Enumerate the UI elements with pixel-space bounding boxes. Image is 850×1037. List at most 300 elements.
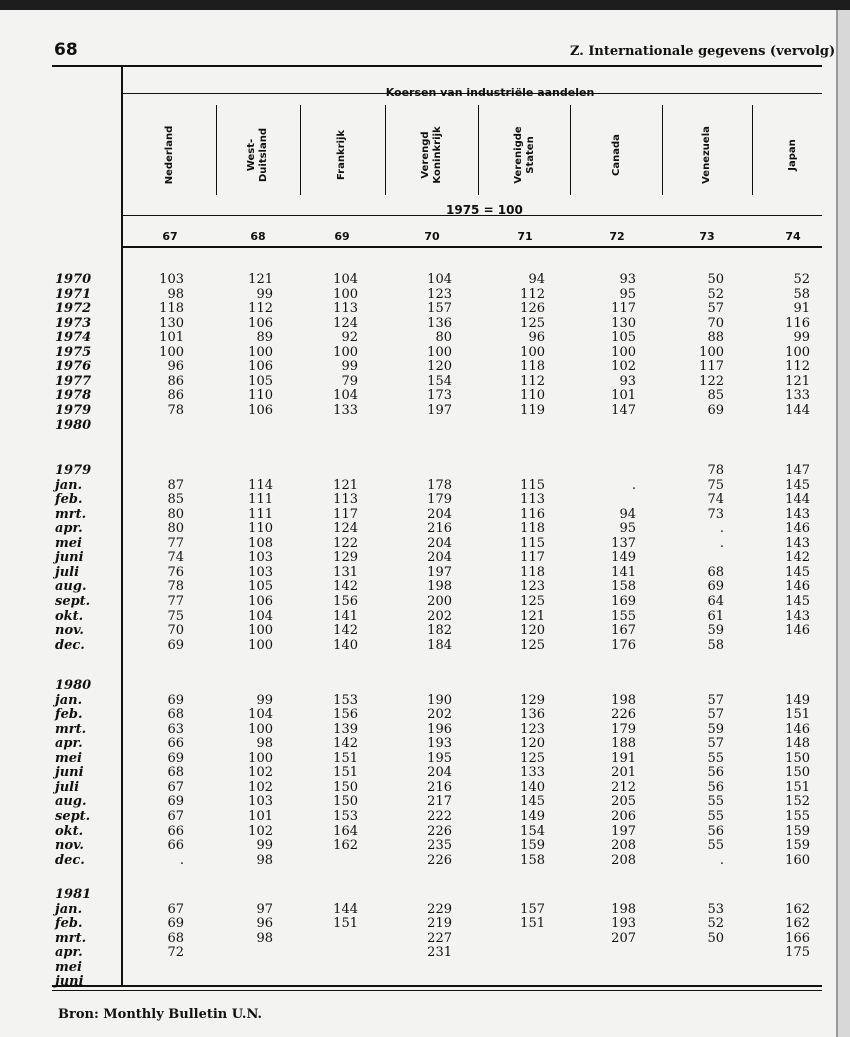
table-cell: 80 — [435, 330, 452, 346]
page-number: 68 — [54, 40, 78, 60]
table-cell: 144 — [785, 402, 810, 418]
table-cell: 204 — [427, 535, 452, 551]
column-number: 69 — [334, 230, 350, 243]
table-cell: 70 — [707, 315, 724, 331]
table-cell: 52 — [707, 916, 724, 932]
table-cell: 77 — [167, 593, 184, 609]
table-cell: 55 — [707, 808, 724, 824]
column-number: 73 — [699, 230, 715, 243]
source-note: Bron: Monthly Bulletin U.N. — [58, 1007, 263, 1022]
table-cell: 157 — [427, 301, 452, 317]
table-cell: 120 — [520, 623, 545, 639]
table-cell: 130 — [611, 315, 636, 331]
table-cell: 94 — [619, 506, 636, 522]
document-page — [0, 10, 838, 1037]
table-cell: 191 — [611, 750, 636, 766]
row-label: apr. — [55, 945, 83, 961]
table-cell: 140 — [333, 637, 358, 653]
column-divider — [570, 105, 571, 195]
row-label: jan. — [55, 692, 83, 708]
table-cell: 208 — [611, 838, 636, 854]
table-cell: 131 — [333, 564, 358, 580]
table-cell: 179 — [427, 492, 452, 508]
table-cell: 113 — [333, 301, 358, 317]
table-cell: 123 — [520, 721, 545, 737]
table-cell: 100 — [427, 344, 452, 360]
table-cell: 146 — [785, 521, 810, 537]
row-label: 1977 — [55, 373, 92, 389]
table-cell: 149 — [520, 808, 545, 824]
table-cell: 227 — [427, 930, 452, 946]
table-cell: 113 — [333, 492, 358, 508]
table-cell: 55 — [707, 838, 724, 854]
table-cell: 95 — [619, 286, 636, 302]
table-cell: 100 — [785, 344, 810, 360]
row-label: dec. — [55, 637, 85, 653]
table-cell: 137 — [611, 535, 636, 551]
table-cell: 204 — [427, 765, 452, 781]
table-cell: 120 — [520, 736, 545, 752]
table-cell: 74 — [167, 550, 184, 566]
table-cell: 142 — [333, 623, 358, 639]
table-cell: 69 — [707, 579, 724, 595]
table-cell: 176 — [611, 637, 636, 653]
table-cell: 205 — [611, 794, 636, 810]
table-cell: 157 — [520, 901, 545, 917]
table-cell: 93 — [619, 373, 636, 389]
table-cell: 66 — [167, 823, 184, 839]
table-cell: 100 — [611, 344, 636, 360]
table-cell: 80 — [167, 506, 184, 522]
row-label: 1972 — [55, 301, 92, 317]
row-label: aug. — [55, 579, 87, 595]
row-label: dec. — [55, 852, 85, 868]
table-cell: 118 — [520, 359, 545, 375]
table-cell: 207 — [611, 930, 636, 946]
table-cell: 85 — [707, 388, 724, 404]
table-cell: 68 — [167, 765, 184, 781]
table-cell: 58 — [793, 286, 810, 302]
row-label: okt. — [55, 823, 84, 839]
table-cell: 112 — [248, 301, 273, 317]
table-cell: 164 — [333, 823, 358, 839]
table-cell: 145 — [785, 477, 810, 493]
table-cell: 112 — [785, 359, 810, 375]
table-cell: 117 — [611, 301, 636, 317]
row-label: apr. — [55, 736, 83, 752]
column-number: 72 — [609, 230, 625, 243]
table-cell: 195 — [427, 750, 452, 766]
table-cell: 197 — [427, 564, 452, 580]
table-cell: 146 — [785, 721, 810, 737]
table-cell: 53 — [707, 901, 724, 917]
table-cell: 59 — [707, 623, 724, 639]
table-cell: 101 — [248, 808, 273, 824]
table-cell: 100 — [248, 750, 273, 766]
table-cell: 197 — [427, 402, 452, 418]
row-label: aug. — [55, 794, 87, 810]
table-cell: 104 — [333, 272, 358, 287]
row-label: mei — [55, 750, 82, 766]
table-cell: 188 — [611, 736, 636, 752]
table-cell: 102 — [248, 823, 273, 839]
table-cell: 104 — [427, 272, 452, 287]
table-cell: 116 — [520, 506, 545, 522]
table-cell: 104 — [248, 608, 273, 624]
table-cell: 80 — [167, 521, 184, 537]
table-cell: 124 — [333, 521, 358, 537]
column-divider — [478, 105, 479, 195]
table-cell: 169 — [611, 593, 636, 609]
row-label: mrt. — [55, 721, 87, 737]
table-cell: 101 — [159, 330, 184, 346]
table-cell: 142 — [333, 579, 358, 595]
column-number: 71 — [517, 230, 533, 243]
table-cell: 55 — [707, 794, 724, 810]
stub-rule — [121, 65, 123, 987]
table-cell: 231 — [427, 945, 452, 961]
table-cell: 142 — [333, 736, 358, 752]
table-cell: 117 — [333, 506, 358, 522]
table-cell: 153 — [333, 692, 358, 708]
table-cell: 55 — [707, 750, 724, 766]
table-cell: 125 — [520, 637, 545, 653]
table-cell: 69 — [167, 692, 184, 708]
table-cell: 151 — [785, 707, 810, 723]
table-cell: 216 — [427, 779, 452, 795]
table-cell: 117 — [699, 359, 724, 375]
table-cell: 110 — [520, 388, 545, 404]
table-cell: 57 — [707, 301, 724, 317]
table-cell: 92 — [341, 330, 358, 346]
table-cell: 75 — [167, 608, 184, 624]
column-number: 74 — [785, 230, 801, 243]
table-cell: 175 — [785, 945, 810, 961]
table-cell: 77 — [167, 535, 184, 551]
table-cell: 190 — [427, 692, 452, 708]
table-cell: 143 — [785, 608, 810, 624]
table-cell: 94 — [528, 272, 545, 287]
table-cell: 56 — [707, 823, 724, 839]
table-cell: 102 — [248, 779, 273, 795]
table-cell: 118 — [520, 521, 545, 537]
table-cell: 69 — [167, 794, 184, 810]
table-cell: 52 — [707, 286, 724, 302]
table-cell: 99 — [256, 286, 273, 302]
bottom-rule-thin — [52, 990, 822, 991]
table-cell: 66 — [167, 838, 184, 854]
table-cell: 217 — [427, 794, 452, 810]
row-label: juli — [55, 564, 80, 580]
table-cell: 182 — [427, 623, 452, 639]
table-cell: 154 — [520, 823, 545, 839]
column-header: Japan — [787, 139, 798, 171]
table-cell: 123 — [427, 286, 452, 302]
table-cell: 91 — [793, 301, 810, 317]
row-label: juni — [55, 765, 84, 781]
colnum-rule — [122, 246, 822, 248]
table-cell: 103 — [248, 550, 273, 566]
table-cell: 146 — [785, 579, 810, 595]
table-cell: 102 — [248, 765, 273, 781]
table-cell: 159 — [785, 838, 810, 854]
table-cell: 68 — [707, 564, 724, 580]
table-cell: 67 — [167, 808, 184, 824]
table-cell: 155 — [785, 808, 810, 824]
table-cell: 145 — [785, 564, 810, 580]
table-cell: 105 — [248, 579, 273, 595]
table-cell: 179 — [611, 721, 636, 737]
table-cell: 79 — [341, 373, 358, 389]
table-cell: 122 — [699, 373, 724, 389]
table-cell: 144 — [333, 901, 358, 917]
table-cell: 226 — [427, 823, 452, 839]
table-cell: 85 — [167, 492, 184, 508]
column-divider — [662, 105, 663, 195]
row-label: 1978 — [55, 388, 92, 404]
table-cell: 113 — [520, 492, 545, 508]
row-label: juni — [55, 974, 84, 990]
table-cell: 150 — [333, 794, 358, 810]
column-header: Verenigde Staten — [513, 126, 536, 184]
table-cell: 99 — [256, 692, 273, 708]
table-cell: 69 — [707, 402, 724, 418]
table-cell: 226 — [611, 707, 636, 723]
table-cell: 133 — [785, 388, 810, 404]
table-cell: 57 — [707, 692, 724, 708]
table-cell: 222 — [427, 808, 452, 824]
table-cell: 78 — [707, 463, 724, 478]
table-cell: 78 — [167, 402, 184, 418]
table-cell: 159 — [520, 838, 545, 854]
table-cell: 61 — [707, 608, 724, 624]
table-cell: 149 — [611, 550, 636, 566]
row-label: nov. — [55, 623, 84, 639]
table-cell: 166 — [785, 930, 810, 946]
table-cell: 133 — [520, 765, 545, 781]
table-cell: 200 — [427, 593, 452, 609]
table-cell: 102 — [611, 359, 636, 375]
page-heading: Z. Internationale gegevens (vervolg) — [570, 44, 836, 59]
table-cell: 151 — [333, 765, 358, 781]
table-cell: 167 — [611, 623, 636, 639]
table-cell: 69 — [167, 916, 184, 932]
row-label: 1979 — [55, 463, 92, 478]
table-cell: 52 — [793, 272, 810, 287]
row-label: 1970 — [55, 272, 92, 287]
table-cell: 114 — [248, 477, 273, 493]
table-cell: 96 — [167, 359, 184, 375]
table-cell: 145 — [785, 593, 810, 609]
table-cell: 118 — [520, 564, 545, 580]
table-cell: 100 — [333, 344, 358, 360]
table-cell: 69 — [167, 637, 184, 653]
table-cell: 98 — [256, 930, 273, 946]
table-cell: 103 — [159, 272, 184, 287]
row-label: nov. — [55, 838, 84, 854]
table-cell: 111 — [248, 492, 273, 508]
table-cell: 104 — [333, 388, 358, 404]
table-cell: 69 — [167, 750, 184, 766]
table-cell: 140 — [520, 779, 545, 795]
table-cell: 112 — [520, 373, 545, 389]
row-label: 1980 — [55, 417, 92, 433]
table-cell: 68 — [167, 930, 184, 946]
column-header: West- Duitsland — [246, 127, 269, 183]
table-cell: 125 — [520, 593, 545, 609]
table-cell: 106 — [248, 359, 273, 375]
table-cell: 88 — [707, 330, 724, 346]
table-cell: 121 — [248, 272, 273, 287]
base-year-label: 1975 = 100 — [446, 203, 523, 217]
row-label: feb. — [55, 707, 83, 723]
table-cell: 86 — [167, 373, 184, 389]
table-cell: 129 — [333, 550, 358, 566]
row-label: 1981 — [55, 887, 92, 902]
table-cell: 162 — [785, 901, 810, 917]
table-cell: 145 — [520, 794, 545, 810]
table-cell: 104 — [248, 707, 273, 723]
row-label: 1976 — [55, 359, 92, 375]
table-cell: 98 — [256, 736, 273, 752]
table-cell: 136 — [427, 315, 452, 331]
table-cell: 136 — [520, 707, 545, 723]
table-cell: 146 — [785, 623, 810, 639]
table-cell: 67 — [167, 779, 184, 795]
table-cell: 178 — [427, 477, 452, 493]
table-cell: 149 — [785, 692, 810, 708]
table-cell: 193 — [611, 916, 636, 932]
table-cell: 118 — [159, 301, 184, 317]
column-divider — [385, 105, 386, 195]
column-header: Frankrijk — [336, 129, 347, 181]
table-cell: 147 — [611, 402, 636, 418]
column-divider — [752, 105, 753, 195]
table-cell: 96 — [256, 916, 273, 932]
table-cell: 75 — [707, 477, 724, 493]
table-cell: 58 — [707, 637, 724, 653]
row-label: feb. — [55, 492, 83, 508]
table-cell: 72 — [167, 945, 184, 961]
table-cell: 124 — [333, 315, 358, 331]
row-label: okt. — [55, 608, 84, 624]
row-label: apr. — [55, 521, 83, 537]
table-cell: 105 — [248, 373, 273, 389]
table-cell: 126 — [520, 301, 545, 317]
table-cell: 86 — [167, 388, 184, 404]
table-cell: 130 — [159, 315, 184, 331]
table-cell: 103 — [248, 794, 273, 810]
table-cell: 151 — [785, 779, 810, 795]
table-cell: 112 — [520, 286, 545, 302]
table-cell: 226 — [427, 852, 452, 868]
table-cell: 116 — [785, 315, 810, 331]
table-cell: 100 — [699, 344, 724, 360]
table-cell: 106 — [248, 593, 273, 609]
table-cell: 206 — [611, 808, 636, 824]
table-cell: 151 — [333, 916, 358, 932]
table-cell: 70 — [167, 623, 184, 639]
table-cell: 93 — [619, 272, 636, 287]
table-cell: 106 — [248, 402, 273, 418]
table-cell: . — [719, 521, 724, 537]
group-title: Koersen van industriële aandelen — [385, 86, 595, 99]
table-cell: 64 — [707, 593, 724, 609]
table-cell: 201 — [611, 765, 636, 781]
table-cell: 95 — [619, 521, 636, 537]
table-cell: 99 — [256, 838, 273, 854]
table-cell: 148 — [785, 736, 810, 752]
table-cell: 150 — [785, 750, 810, 766]
table-cell: 147 — [785, 463, 810, 478]
table-cell: 125 — [520, 750, 545, 766]
table-cell: 119 — [520, 402, 545, 418]
table-cell: . — [719, 535, 724, 551]
table-cell: 173 — [427, 388, 452, 404]
table-cell: 198 — [611, 692, 636, 708]
table-cell: 110 — [248, 521, 273, 537]
table-cell: 101 — [611, 388, 636, 404]
row-label: mrt. — [55, 930, 87, 946]
table-cell: 153 — [333, 808, 358, 824]
row-label: juli — [55, 779, 80, 795]
table-cell: 100 — [159, 344, 184, 360]
table-cell: 98 — [167, 286, 184, 302]
table-cell: . — [631, 477, 636, 493]
table-cell: 110 — [248, 388, 273, 404]
table-cell: 141 — [333, 608, 358, 624]
column-header: Verengd Koninkrijk — [420, 126, 443, 184]
table-cell: 162 — [333, 838, 358, 854]
table-cell: 78 — [167, 579, 184, 595]
table-cell: 73 — [707, 506, 724, 522]
table-cell: 142 — [785, 550, 810, 566]
table-cell: 152 — [785, 794, 810, 810]
table-cell: 57 — [707, 707, 724, 723]
table-cell: 229 — [427, 901, 452, 917]
column-number: 70 — [424, 230, 440, 243]
row-label: jan. — [55, 901, 83, 917]
table-cell: 121 — [520, 608, 545, 624]
table-cell: 56 — [707, 779, 724, 795]
table-cell: . — [719, 852, 724, 868]
table-cell: 143 — [785, 535, 810, 551]
table-cell: 184 — [427, 637, 452, 653]
table-cell: 159 — [785, 823, 810, 839]
row-label: mei — [55, 959, 82, 975]
scan-top-edge — [0, 0, 850, 10]
table-cell: 100 — [248, 721, 273, 737]
row-label: 1975 — [55, 344, 92, 360]
row-label: jan. — [55, 477, 83, 493]
table-cell: 56 — [707, 765, 724, 781]
column-divider — [300, 105, 301, 195]
table-cell: 68 — [167, 707, 184, 723]
top-rule — [52, 65, 822, 67]
row-label: sept. — [55, 593, 91, 609]
table-cell: 50 — [707, 272, 724, 287]
table-cell: 143 — [785, 506, 810, 522]
table-cell: 158 — [611, 579, 636, 595]
table-cell: 76 — [167, 564, 184, 580]
table-cell: 197 — [611, 823, 636, 839]
table-cell: 151 — [333, 750, 358, 766]
table-cell: 99 — [341, 359, 358, 375]
table-cell: 122 — [333, 535, 358, 551]
table-cell: 151 — [520, 916, 545, 932]
table-cell: 100 — [248, 344, 273, 360]
row-label: juni — [55, 550, 84, 566]
